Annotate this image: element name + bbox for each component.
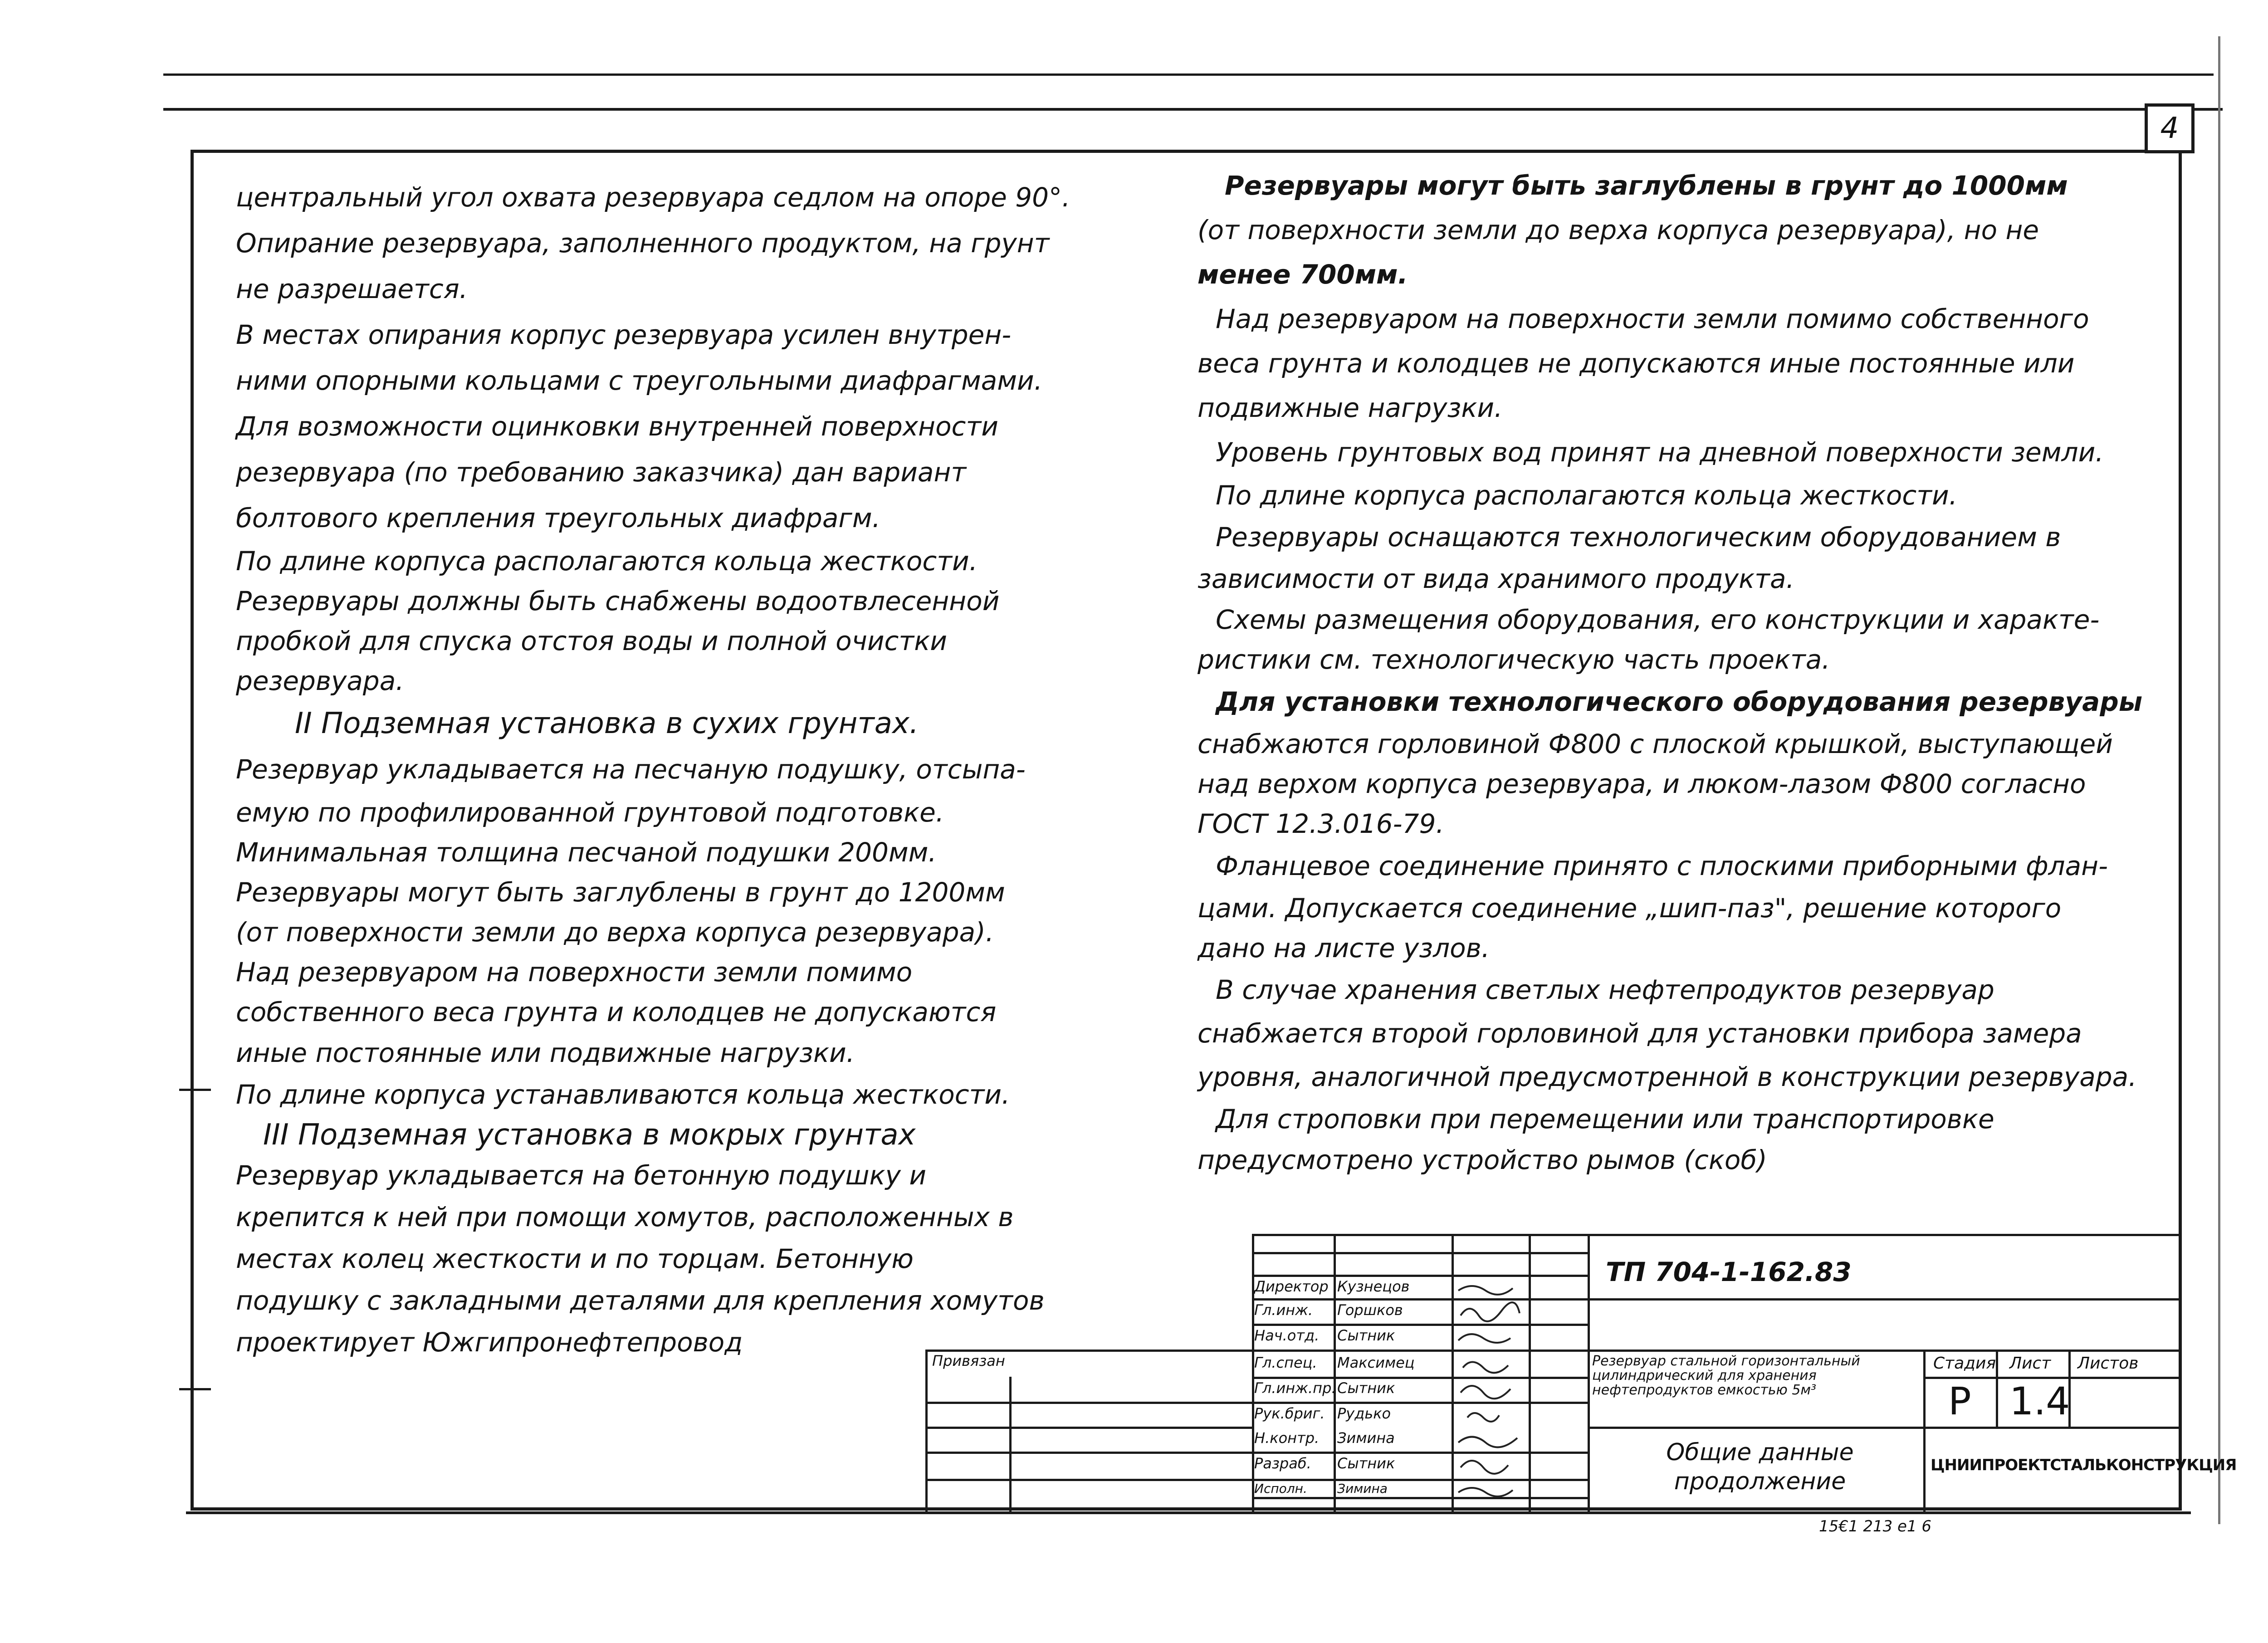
stamp-role: Нач.отд. <box>1254 1327 1320 1344</box>
sheet-value: 1.4 <box>2009 1379 2070 1423</box>
text-line: крепится к ней при помощи хомутов, расположенных в <box>236 1202 1014 1232</box>
text-line: По длине корпуса устанавливаются кольца жесткости. <box>236 1079 1010 1110</box>
top-rule-1 <box>163 73 2214 76</box>
text-line: Для строповки при перемещении или транспортировке <box>1216 1104 1994 1134</box>
stamp-role: Гл.инж. <box>1254 1301 1313 1319</box>
text-line: резервуара. <box>236 665 404 696</box>
top-rule-2 <box>163 108 2223 111</box>
stamp-line <box>1588 1427 2182 1429</box>
text-line: Над резервуаром на поверхности земли помимо <box>236 957 913 988</box>
stamp-name: Зимина <box>1337 1429 1395 1447</box>
text-line: собственного веса грунта и колодцев не допускаются <box>236 997 997 1027</box>
stamp-line <box>1252 1298 1588 1301</box>
section-heading: II Подземная установка в сухих грунтах. <box>295 707 919 740</box>
stamp-name: Кузнецов <box>1337 1278 1410 1295</box>
text-line: Резервуары оснащаются технологическим оборудованием в <box>1216 522 2061 553</box>
text-line: болтового крепления треугольных диафрагм. <box>236 503 881 533</box>
stamp-line <box>1252 1402 1588 1404</box>
text-line: уровня, аналогичной предусмотренной в конструкции резервуара. <box>1198 1061 2137 1092</box>
sheet-title-line1: Общие данные <box>1666 1439 1854 1466</box>
text-line: Резервуары могут быть заглублены в грунт до 1200мм <box>236 877 1005 908</box>
text-line: (от поверхности земли до верха корпуса резервуара), но не <box>1198 215 2039 245</box>
sheet-title <box>1642 1438 1878 1496</box>
text-line: проектирует Южгипронефтепровод <box>236 1327 743 1358</box>
text-line: В случае хранения светлых нефтепродуктов резервуар <box>1216 974 1994 1005</box>
left-text-column <box>236 175 1098 1363</box>
text-line: не разрешается. <box>236 274 468 304</box>
stamp-line <box>925 1479 1252 1481</box>
organization-name: ЦНИИПРОЕКТСТАЛЬКОНСТРУКЦИЯ <box>1931 1456 2237 1474</box>
stamp-line <box>925 1452 1252 1454</box>
text-line: ними опорными кольцами с треугольными диафрагмами. <box>236 365 1043 396</box>
text-line: дано на листе узлов. <box>1198 933 1490 963</box>
text-line: ристики см. технологическую часть проекта. <box>1198 644 1830 675</box>
text-line: Опирание резервуара, заполненного продуктом, на грунт <box>236 228 1050 259</box>
text-line: подвижные нагрузки. <box>1198 392 1503 423</box>
right-margin-line <box>2218 36 2220 1524</box>
stamp-name: Зимина <box>1337 1481 1388 1496</box>
stamp-line <box>1252 1324 1588 1326</box>
text-line: Минимальная толщина песчаной подушки 200мм. <box>236 837 937 868</box>
stamp-line <box>1009 1377 1012 1513</box>
text-line: предусмотрено устройство рымов (скоб) <box>1198 1144 1767 1175</box>
stamp-name: Горшков <box>1337 1301 1403 1319</box>
stamp-role: Гл.инж.пр. <box>1254 1379 1336 1397</box>
stamp-role: Н.контр. <box>1254 1429 1320 1447</box>
stamp-name: Сытник <box>1337 1379 1395 1397</box>
text-line: Резервуар укладывается на песчаную подушку, отсыпа- <box>236 754 1026 785</box>
stamp-name: Рудько <box>1337 1405 1391 1422</box>
text-line: Схемы размещения оборудования, его конструкции и характе- <box>1216 604 2100 635</box>
text-line: над верхом корпуса резервуара, и люком-лазом Ф800 согласно <box>1198 768 2086 799</box>
text-line: резервуара (по требованию заказчика) дан вариант <box>236 457 967 488</box>
right-text-column <box>1198 163 2173 1180</box>
stamp-role: Рук.бриг. <box>1254 1405 1325 1422</box>
stamp-line <box>1588 1234 1590 1513</box>
stamp-line <box>925 1350 2182 1352</box>
stamp-name: Максимец <box>1337 1354 1415 1371</box>
stage-value: Р <box>1948 1379 1971 1423</box>
text-line: ГОСТ 12.3.016-79. <box>1198 808 1444 839</box>
stamp-role: Исполн. <box>1254 1481 1307 1496</box>
object-title: Резервуар стальной горизонтальный цилиндрический для хранения нефтепродуктов емкостью 5м³ <box>1592 1353 1860 1398</box>
stamp-line <box>1252 1275 1588 1277</box>
stamp-name: Сытник <box>1337 1327 1395 1344</box>
text-line: иные постоянные или подвижные нагрузки. <box>236 1037 855 1068</box>
text-line: (от поверхности земли до верха корпуса резервуара). <box>236 917 994 948</box>
stamp-line <box>925 1350 928 1513</box>
stamp-line <box>1252 1252 1588 1254</box>
text-line: цами. Допускается соединение „шип-паз", решение которого <box>1198 893 2062 924</box>
stamp-line <box>1588 1298 2182 1301</box>
stamp-line <box>1252 1452 1588 1454</box>
stamp-line <box>1252 1497 1588 1499</box>
stamp-left-label: Привязан <box>932 1352 1005 1369</box>
text-line: Фланцевое соединение принято с плоскими приборными флан- <box>1216 851 2108 881</box>
text-line: подушку с закладными деталями для крепления хомутов <box>236 1285 1045 1316</box>
stamp-name: Сытник <box>1337 1455 1395 1472</box>
bottom-rule <box>186 1511 2191 1514</box>
footer-note: 15€1 213 е1 6 <box>1819 1517 1932 1535</box>
text-line: Для установки технологического оборудования резервуары <box>1216 686 2143 717</box>
stamp-line <box>1996 1350 1998 1427</box>
text-line: Резервуары могут быть заглублены в грунт до 1000мм <box>1225 170 2068 201</box>
signatures <box>1454 1277 1526 1504</box>
sheet-title-line2: продолжение <box>1674 1468 1846 1495</box>
sheets-header: Листов <box>2077 1354 2139 1373</box>
text-line: снабжается второй горловиной для установки прибора замера <box>1198 1018 2082 1049</box>
text-line: местах колец жесткости и по торцам. Бетонную <box>236 1243 914 1274</box>
text-line: Резервуар укладывается на бетонную подушку и <box>236 1160 927 1191</box>
sheet-header: Лист <box>2009 1354 2051 1373</box>
text-line: зависимости от вида хранимого продукта. <box>1198 563 1794 594</box>
text-line: По длине корпуса располагаются кольца жесткости. <box>1216 480 1958 511</box>
text-line: Резервуары должны быть снабжены водоотвлесенной <box>236 586 1000 616</box>
text-line: снабжаются горловиной Ф800 с плоской крышкой, выступающей <box>1198 729 2113 759</box>
text-line: веса грунта и колодцев не допускаются иные постоянные или <box>1198 348 2075 379</box>
stamp-role: Директор <box>1254 1278 1329 1295</box>
text-line: По длине корпуса располагаются кольца жесткости. <box>236 546 978 577</box>
text-line: центральный угол охвата резервуара седлом на опоре 90°. <box>236 182 1070 213</box>
document-code: ТП 704-1-162.83 <box>1606 1257 1852 1287</box>
text-line: В местах опирания корпус резервуара усилен внутрен- <box>236 319 1012 350</box>
stage-header: Стадия <box>1933 1354 1996 1373</box>
stamp-line <box>1252 1234 2182 1236</box>
text-line: емую по профилированной грунтовой подготовке. <box>236 797 944 828</box>
stamp-role: Гл.спец. <box>1254 1354 1317 1371</box>
stamp-role: Разраб. <box>1254 1455 1311 1472</box>
stamp-line <box>925 1402 1252 1404</box>
text-line: Над резервуаром на поверхности земли помимо собственного <box>1216 303 2089 334</box>
section-heading: III Подземная установка в мокрых грунтах <box>263 1118 916 1152</box>
text-line: Уровень грунтовых вод принят на дневной поверхности земли. <box>1216 437 2104 468</box>
stamp-line <box>1923 1350 1926 1513</box>
stamp-line <box>1252 1377 1588 1379</box>
text-line: Для возможности оцинковки внутренней поверхности <box>236 411 998 442</box>
stamp-line <box>925 1427 1252 1429</box>
text-line: пробкой для спуска отстоя воды и полной очистки <box>236 626 947 656</box>
page-number: 4 <box>2145 103 2195 153</box>
text-line: менее 700мм. <box>1198 259 1408 290</box>
